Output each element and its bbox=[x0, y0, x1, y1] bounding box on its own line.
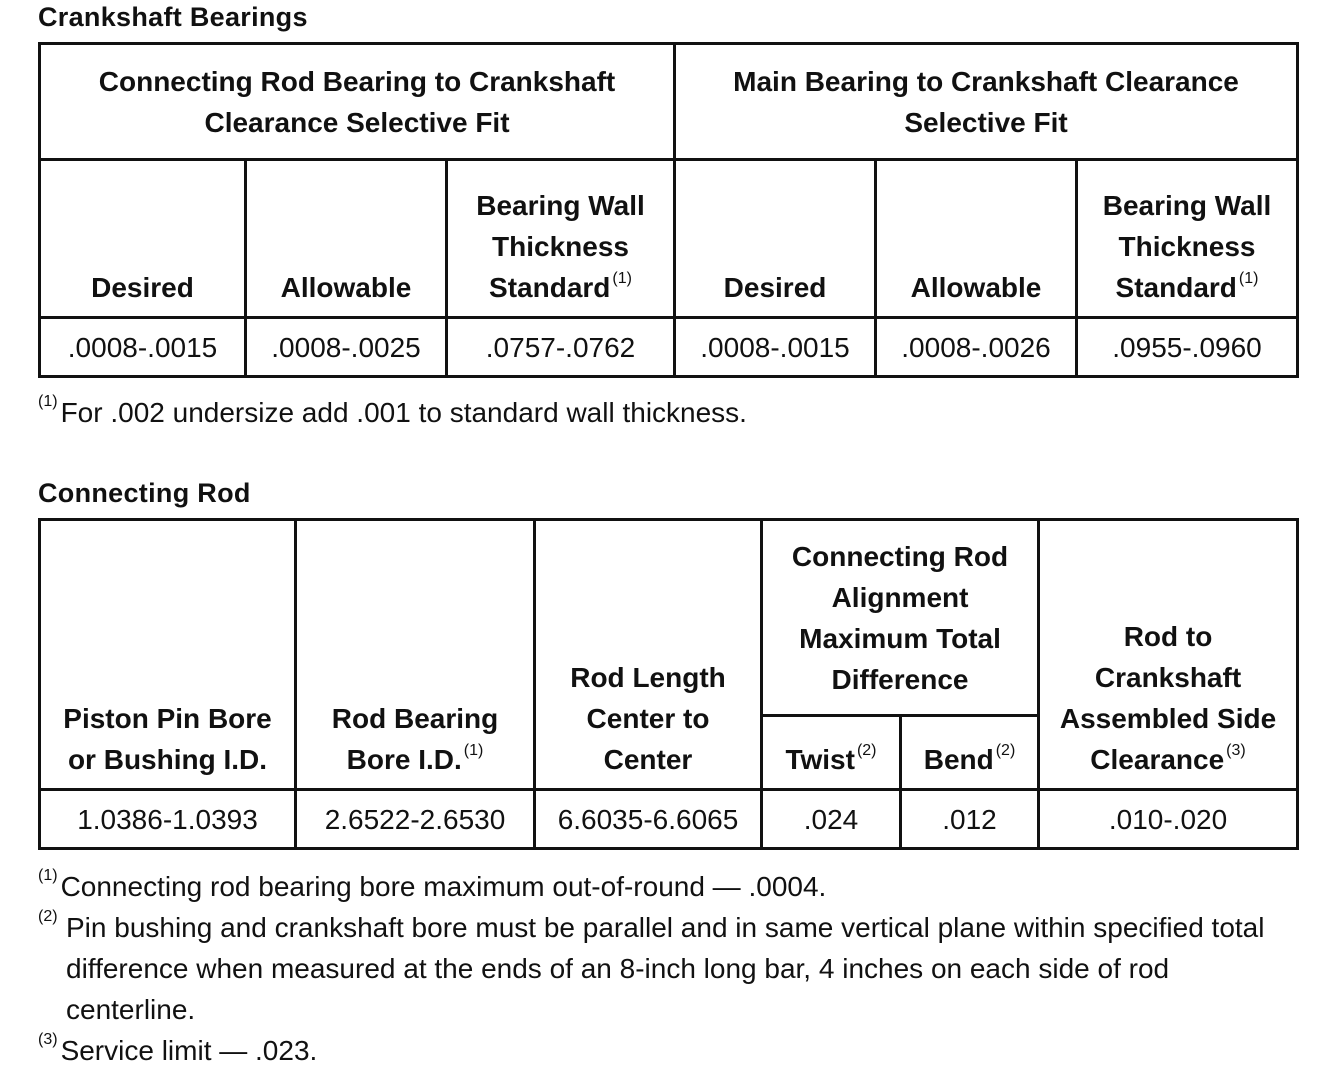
twist-header bbox=[762, 716, 901, 790]
main-allowable-header: Allowable bbox=[876, 160, 1077, 318]
header-line: Alignment bbox=[831, 581, 969, 613]
footnote-ref: (3) bbox=[1226, 741, 1246, 759]
header-line: or Bushing I.D. bbox=[67, 744, 268, 775]
rod-wall-thickness-header bbox=[447, 160, 675, 318]
footnote bbox=[38, 866, 1300, 907]
rod-bearing-bore-value: 2.6522-2.6530 bbox=[296, 790, 535, 849]
footnote-text: Pin bushing and crankshaft bore must be parallel and in same vertical plane within specified total difference when measured at the ends of an 8-inch long bar, 4 inches on each side of rod centerline. bbox=[66, 912, 1265, 1025]
wall-header-line: Standard bbox=[489, 272, 611, 303]
crankshaft-bearings-title: Crankshaft Bearings bbox=[38, 2, 308, 32]
main-wall-thickness-header bbox=[1077, 160, 1298, 318]
footnote-text: Service limit — .023. bbox=[60, 1035, 318, 1066]
header-line: Clearance bbox=[1090, 744, 1225, 775]
twist-value: .024 bbox=[762, 790, 901, 849]
table-row bbox=[40, 318, 1298, 377]
footnote: (2) Pin bushing and crankshaft bore must be parallel and in same vertical plane within specified total difference when measured at the ends of an 8-inch long bar, 4 inches on each side of rod centerline. bbox=[38, 907, 1300, 1030]
footnote-ref: (1) bbox=[463, 741, 484, 759]
rod-wall-thickness-value: .0757-.0762 bbox=[447, 318, 675, 377]
main-bearing-group-header: Main Bearing to Crankshaft Clearance Selective Fit bbox=[675, 44, 1298, 160]
footnote-ref: (1) bbox=[38, 392, 58, 410]
rod-length-value: 6.6035-6.6065 bbox=[535, 790, 762, 849]
wall-header-line: Bearing Wall bbox=[1102, 190, 1272, 221]
main-desired-value: .0008-.0015 bbox=[675, 318, 876, 377]
header-line: Piston Pin Bore bbox=[63, 703, 272, 734]
piston-pin-bore-value: 1.0386-1.0393 bbox=[40, 790, 296, 849]
main-desired-header: Desired bbox=[675, 160, 876, 318]
header-line: Center to bbox=[586, 703, 710, 734]
table-row bbox=[40, 790, 1298, 849]
piston-pin-bore-header bbox=[40, 520, 296, 790]
header-line: Rod to bbox=[1123, 621, 1213, 652]
header-line: Twist bbox=[785, 744, 855, 775]
wall-header-line: Thickness bbox=[1118, 231, 1256, 262]
side-clearance-value: .010-.020 bbox=[1039, 790, 1298, 849]
rod-desired-value: .0008-.0015 bbox=[40, 318, 246, 377]
alignment-group-header bbox=[762, 520, 1039, 716]
header-line: Rod Length bbox=[570, 662, 726, 693]
rod-desired-header: Desired bbox=[40, 160, 246, 318]
bend-header bbox=[901, 716, 1039, 790]
footnote-ref: (2) bbox=[995, 741, 1016, 759]
header-line: Connecting Rod bbox=[791, 540, 1009, 572]
connecting-rod-title: Connecting Rod bbox=[38, 478, 251, 508]
rod-length-header bbox=[535, 520, 762, 790]
crankshaft-footnote bbox=[38, 392, 1300, 433]
side-clearance-header bbox=[1039, 520, 1298, 790]
header-line: Maximum Total bbox=[799, 622, 1001, 654]
footnote-text: For .002 undersize add .001 to standard wall thickness. bbox=[60, 397, 747, 428]
header-line: Bend bbox=[923, 744, 994, 775]
header-line: Crankshaft bbox=[1094, 662, 1242, 693]
header-line: Difference bbox=[831, 663, 969, 695]
main-allowable-value: .0008-.0026 bbox=[876, 318, 1077, 377]
header-line: Bore I.D. bbox=[346, 744, 462, 775]
connecting-rod-table bbox=[38, 518, 1299, 850]
connecting-rod-footnotes bbox=[38, 866, 1300, 1071]
footnote bbox=[38, 1030, 1300, 1071]
footnote-ref: (3) bbox=[38, 1030, 58, 1048]
wall-header-line: Thickness bbox=[492, 231, 629, 262]
wall-header-line: Bearing Wall bbox=[476, 190, 645, 221]
footnote-text: Connecting rod bearing bore maximum out-of-round — .0004. bbox=[60, 871, 827, 902]
footnote-ref: (1) bbox=[612, 269, 632, 287]
main-wall-thickness-value: .0955-.0960 bbox=[1077, 318, 1298, 377]
header-line: Rod Bearing bbox=[331, 703, 499, 734]
header-line: Center bbox=[603, 744, 693, 775]
crankshaft-bearings-table bbox=[38, 42, 1299, 378]
rod-allowable-value: .0008-.0025 bbox=[246, 318, 447, 377]
wall-header-line: Standard bbox=[1115, 272, 1237, 303]
rod-bearing-group-header: Connecting Rod Bearing to Crankshaft Clearance Selective Fit bbox=[40, 44, 675, 160]
footnote-ref: (1) bbox=[1238, 269, 1259, 287]
bend-value: .012 bbox=[901, 790, 1039, 849]
footnote-ref: (2) bbox=[856, 741, 877, 759]
footnote-ref: (1) bbox=[38, 866, 58, 884]
rod-allowable-header: Allowable bbox=[246, 160, 447, 318]
header-line: Assembled Side bbox=[1059, 703, 1277, 734]
rod-bearing-bore-header bbox=[296, 520, 535, 790]
